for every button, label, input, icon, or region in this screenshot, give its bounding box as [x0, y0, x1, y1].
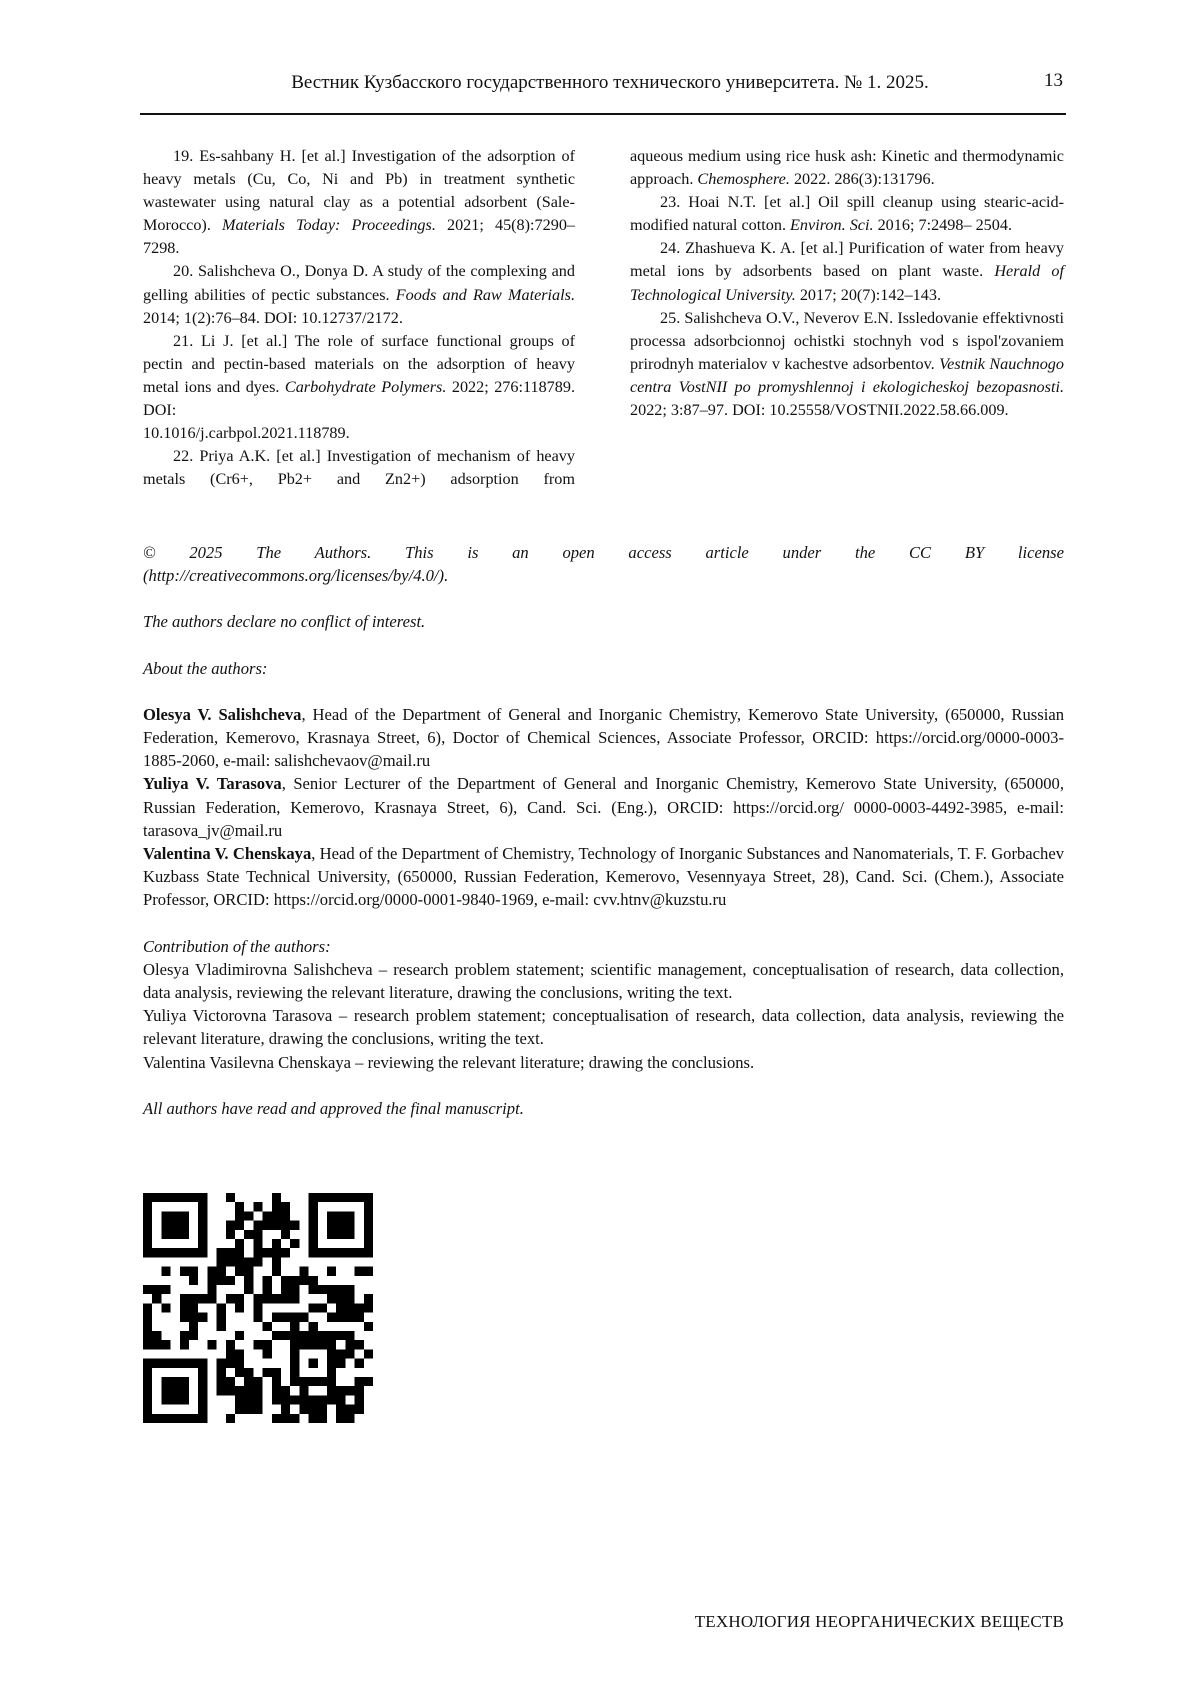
about-authors-heading: About the authors: — [143, 658, 268, 678]
reference-21: 21. Li J. [et al.] The role of surface functional groups of pectin and pectin-based materials on the adsorption of heavy metal ions and dyes. Carbohydrate Polymers. 2022; 276:118789. DOI: — [143, 331, 575, 420]
conflict-statement: The authors declare no conflict of interest. — [143, 612, 426, 632]
reference-19: 19. Es-sahbany H. [et al.] Investigation of the adsorption of heavy metals (Cu, Co, Ni and Pb) in treatment synthetic wastewater using natural clay as a potential adsorbent (Sale-Morocco). Materials Today: Proceedings. 2021; 45(8):7290–7298. — [143, 147, 576, 258]
author-name: Olesya V. Salishcheva — [143, 704, 302, 724]
qr-code-image — [143, 1193, 373, 1423]
contribution-item: Yuliya Victorovna Tarasova – research problem statement; conceptualisation of research, data collection, data analysis, reviewing the relevant literature, drawing the conclusions, writing the text. — [143, 1006, 1064, 1049]
references-left-column — [143, 145, 575, 491]
approval-statement: All authors have read and approved the final manuscript. — [143, 1098, 524, 1118]
reference-20: 20. Salishcheva O., Donya D. A study of the complexing and gelling abilities of pectic substances. Foods and Raw Materials. 2014; 1(2):76–84. DOI: 10.12737/2172. — [143, 262, 575, 327]
author-entry: Valentina V. Chenskaya, Head of the Department of Chemistry, Technology of Inorganic Substances and Nanomaterials, T. F. Gorbachev Kuzbass State Technical University, (650000, Russian Federation, Kemerovo, Vesennyaya Street, 28), Cand. Sci. (Chem.), Associate Professor, ORCID: https://orcid.org/0000-0001-9840-1969, e-mail: cvv.htnv@kuzstu.ru — [143, 844, 1064, 910]
author-name: Yuliya V. Tarasova — [143, 774, 282, 794]
reference-21-doi: 10.1016/j.carbpol.2021.118789. — [143, 424, 350, 443]
page-number: 13 — [1044, 70, 1063, 91]
license-link[interactable]: (http://creativecommons.org/licenses/by/4.0/). — [143, 566, 449, 586]
references-right-column — [630, 145, 1064, 422]
section-footer-title: ТЕХНОЛОГИЯ НЕОРГАНИЧЕСКИХ ВЕЩЕСТВ — [694, 1612, 1064, 1631]
contribution-item: Olesya Vladimirovna Salishcheva – research problem statement; scientific management, conceptualisation of research, data collection, data analysis, reviewing the relevant literature, drawing the conclusions, writing the text. — [143, 959, 1064, 1003]
reference-25: 25. Salishcheva O.V., Neverov E.N. Issledovanie effektivnosti processa adsorbcionnoj ochistki stochnyh vod s ispol'zovaniem prirodnyh materialov v kachestve adsorbentov. Vestnik Nauchnogo centra VostNII po promyshlennoj i ekologicheskoj bezopasnosti. 2022; 3:87–97. DOI: 10.25558/VOSTNII.2022.58.66.009. — [630, 308, 1064, 420]
author-contributions — [143, 935, 1064, 1074]
reference-23: 23. Hoai N.T. [et al.] Oil spill cleanup using stearic-acid-modified natural cotton. Environ. Sci. 2016; 7:2498– 2504. — [630, 193, 1064, 235]
author-list — [143, 703, 1064, 912]
reference-24: 24. Zhashueva K. A. [et al.] Purification of water from heavy metal ions by adsorbents based on plant waste. Herald of Technological University. 2017; 20(7):142–143. — [630, 239, 1064, 304]
contribution-heading: Contribution of the authors: — [143, 936, 331, 956]
header-rule — [140, 113, 1066, 115]
reference-22: 22. Priya A.K. [et al.] Investigation of mechanism of heavy metals (Cr6+, Pb2+ and Zn2+) adsorption from — [143, 447, 575, 489]
author-entry: Yuliya V. Tarasova, Senior Lecturer of the Department of General and Inorganic Chemistry, Kemerovo State University, (650000, Russian Federation, Kemerovo, Krasnaya Street, 6), Cand. Sci. (Eng.), ORCID: https://orcid.org/ 0000-0003-4492-3985, e-mail: tarasova_jv@mail.ru — [143, 774, 1064, 840]
contribution-item: Valentina Vasilevna Chenskaya – reviewing the relevant literature; drawing the conclusions. — [143, 1052, 755, 1072]
author-entry: Olesya V. Salishcheva, Head of the Department of General and Inorganic Chemistry, Kemerovo State University, (650000, Russian Federation, Kemerovo, Krasnaya Street, 6), Doctor of Chemical Sciences, Associate Professor, ORCID: https://orcid.org/0000-0003-1885-2060, e-mail: salishchevaov@mail.ru — [143, 704, 1064, 771]
journal-running-title: Вестник Кузбасского государственного технического университета. № 1. 2025. — [291, 72, 929, 93]
article-end-matter — [143, 541, 1064, 1120]
author-name: Valentina V. Chenskaya — [143, 844, 312, 864]
license-statement: © 2025 The Authors. This is an open access article under the CC BY license (http://creativecommons.org/licenses/by/4.0/). — [143, 543, 1064, 586]
reference-22-continued: aqueous medium using rice husk ash: Kinetic and thermodynamic approach. Chemosphere. 2022. 286(3):131796. — [630, 147, 1064, 189]
